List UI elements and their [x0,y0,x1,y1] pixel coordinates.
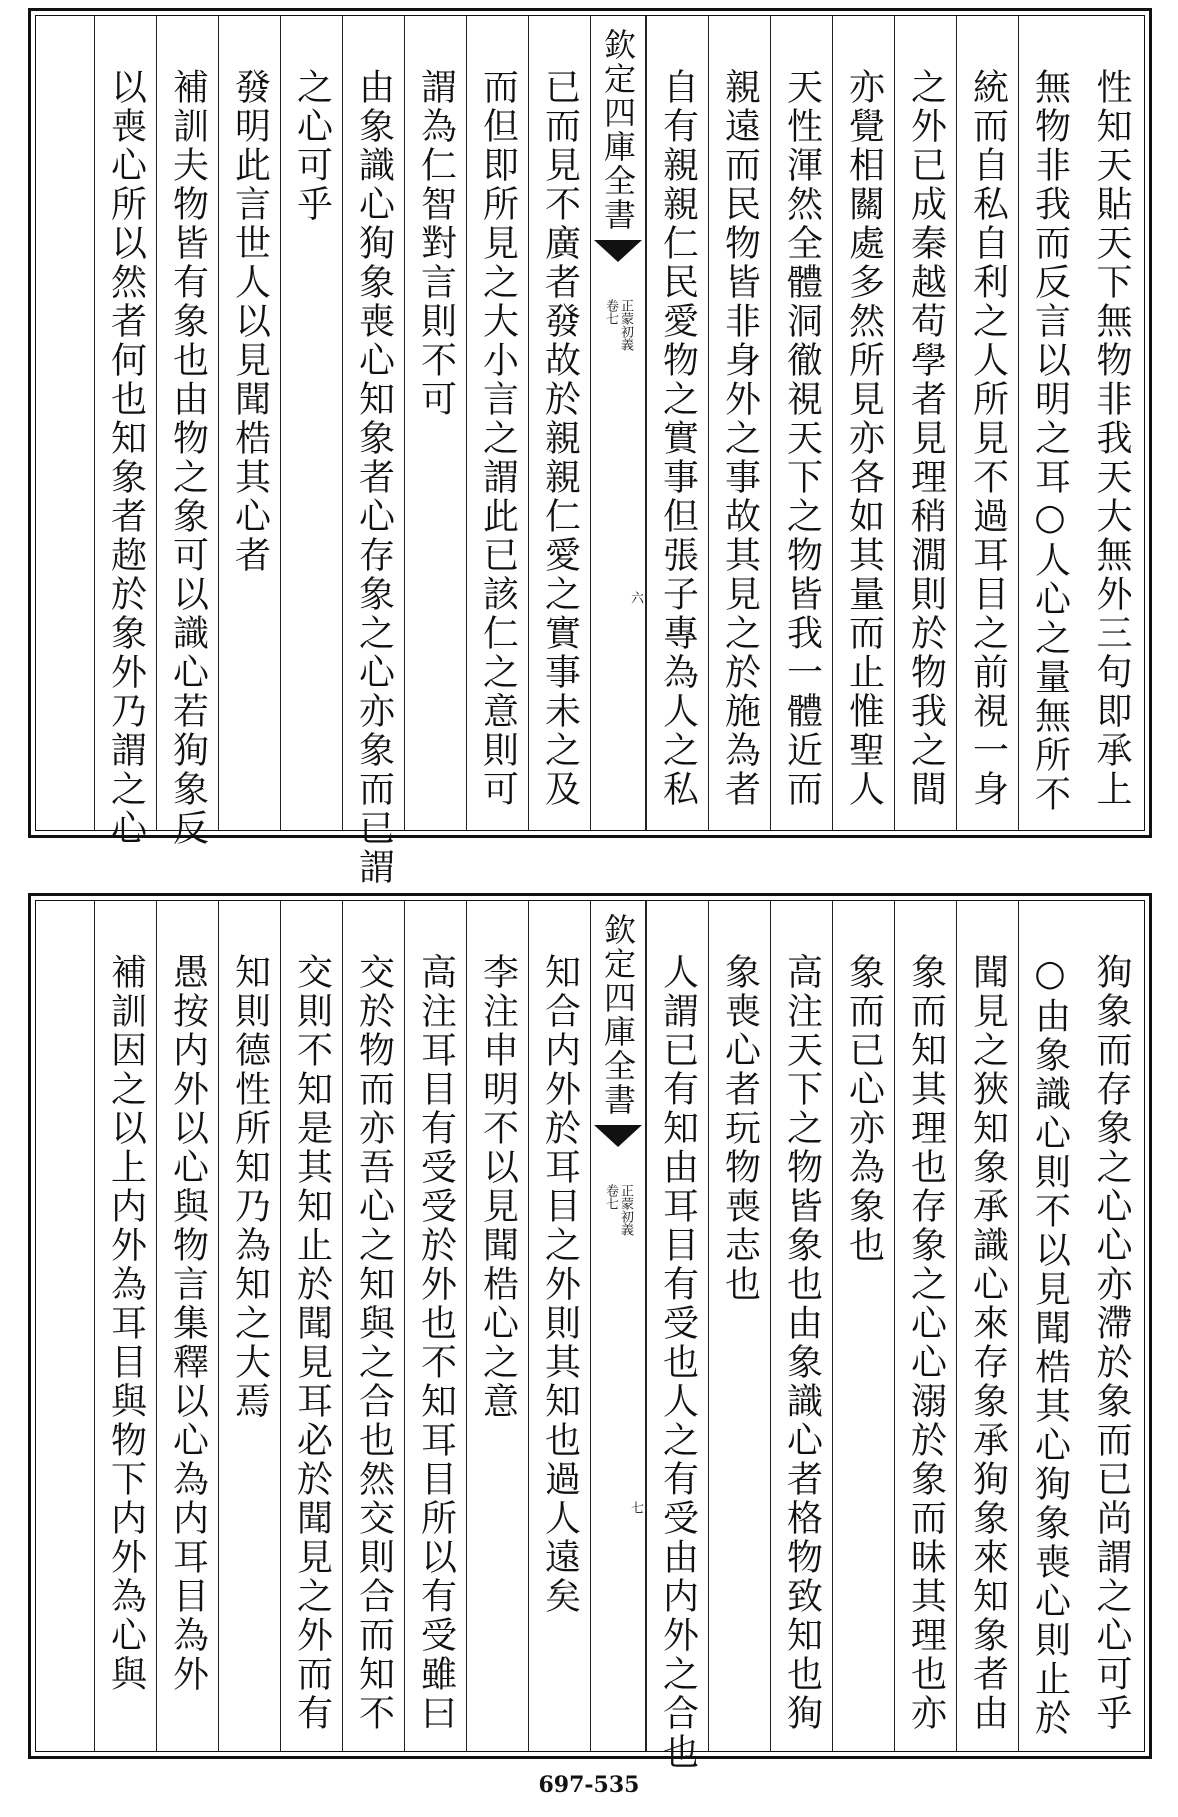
column-text: 補訓夫物皆有象也由物之象可以識心若狥象反 [167,68,209,848]
column-text: 由象識心狥象喪心知象者心存象之心亦象而已謂 [353,68,395,887]
text-column [770,16,832,830]
column-text: 已而見不廣者發故於親親仁愛之實事未之及 [539,68,581,809]
text-column [342,901,404,1751]
book-title: 欽定四庫全書 [599,28,637,232]
column-text: 發明此言世人以見聞梏其心者 [229,68,271,575]
upper-page-text-area [35,15,1145,887]
upper-page-frame [28,8,1152,887]
center-gutter [590,16,646,830]
text-column [894,16,956,830]
text-column [466,16,528,830]
column-text: 無物非我而反言以明之耳○人心之量無所不 [1029,68,1071,814]
book-title: 欽定四庫全書 [599,913,637,1117]
column-text: 之外已成秦越苟學者見理稍㵎則於物我之間 [905,68,947,809]
column-text: 性知天貼天下無物非我天大無外三句即承上 [1091,68,1132,809]
column-text: 自有親親仁民愛物之實事但張子專為人之私 [657,68,699,809]
text-column [342,16,404,887]
text-column [156,16,218,848]
column-text: 象而已心亦為象也 [843,953,885,1265]
column-text: 高注耳目有受受於外也不知耳目所以有受雖曰 [415,953,457,1733]
column-text: 象而知其理也存象之心心溺於象而昧其理也亦 [905,953,947,1733]
column-text: 天性渾然全體洞徹視天下之物皆我一體近而 [781,68,823,809]
text-column [832,901,894,1751]
column-text: 而但即所見之大小言之謂此已該仁之意則可 [477,68,519,809]
chapter-label [603,1155,633,1265]
chapter-title: 正蒙初義 [618,1184,633,1236]
text-column [528,901,590,1751]
text-column [708,16,770,830]
page-number-footer: 697-535 [538,1772,640,1798]
column-text: 象喪心者玩物喪志也 [719,953,761,1304]
column-text: 狥象而存象之心心亦滯於象而已尚謂之心可乎 [1091,953,1132,1733]
text-column [646,16,708,830]
column-text: 愚按内外以心與物言集釋以心為内耳目為外 [167,953,209,1694]
text-column [280,901,342,1751]
lower-page-frame [28,893,1152,1772]
text-column [646,901,708,1772]
column-text: 高注天下之物皆象也由象識心者格物致知也狥 [781,953,823,1733]
text-column [894,901,956,1751]
chapter-label [603,270,633,380]
text-column [708,901,770,1751]
fish-tail-mark-icon [594,1125,642,1147]
column-text: 親遠而民物皆非身外之事故其見之於施為者 [719,68,761,809]
text-column [280,16,342,830]
text-column [404,16,466,830]
column-text: 李注申明不以見聞梏心之意 [477,953,519,1421]
text-column [94,901,156,1751]
column-text: 知則德性所知乃為知之大焉 [229,953,271,1421]
column-text: 亦覺相關處多然所見亦各如其量而止惟聖人 [843,68,885,809]
text-column [156,901,218,1751]
text-column [1018,16,1080,830]
column-text: 交於物而亦吾心之知與之合也然交則合而知不 [353,953,395,1733]
text-column [956,901,1018,1751]
folio-number: 七 [628,1501,643,1514]
text-column [1080,16,1142,830]
volume-label: 卷七 [603,299,618,325]
text-column [218,901,280,1751]
lower-page-text-area [35,900,1145,1772]
text-column [404,901,466,1751]
column-text: 之心可乎 [291,68,333,224]
column-text: 知合内外於耳目之外則其知也過人遠矣 [539,953,581,1616]
column-text: 統而自私自利之人所見不過耳目之前視一身 [967,68,1009,809]
chapter-title: 正蒙初義 [618,299,633,351]
column-text: 交則不知是其知止於聞見耳必於聞見之外而有 [291,953,333,1733]
column-text: 人謂已有知由耳目有受也人之有受由内外之合也 [657,953,699,1772]
column-text: 謂為仁智對言則不可 [415,68,457,419]
text-column [770,901,832,1751]
column-text: 以喪心所以然者何也知象者趂於象外乃謂之心 [105,68,147,848]
text-column [956,16,1018,830]
text-column [832,16,894,830]
text-column [528,16,590,830]
column-text: 補訓因之以上内外為耳目與物下内外為心與 [105,953,147,1694]
column-text: 聞見之狹知象承識心來存象承狥象來知象者由 [967,953,1009,1733]
text-column [466,901,528,1751]
text-column [94,16,156,848]
volume-label: 卷七 [603,1184,618,1210]
text-column [1080,901,1142,1751]
center-gutter [590,901,646,1751]
column-text: ○由象識心則不以見聞梏其心狥象喪心則止於 [1029,953,1071,1738]
text-column [218,16,280,830]
fish-tail-mark-icon [594,240,642,262]
folio-number: 六 [628,591,643,604]
text-column [1018,901,1080,1751]
